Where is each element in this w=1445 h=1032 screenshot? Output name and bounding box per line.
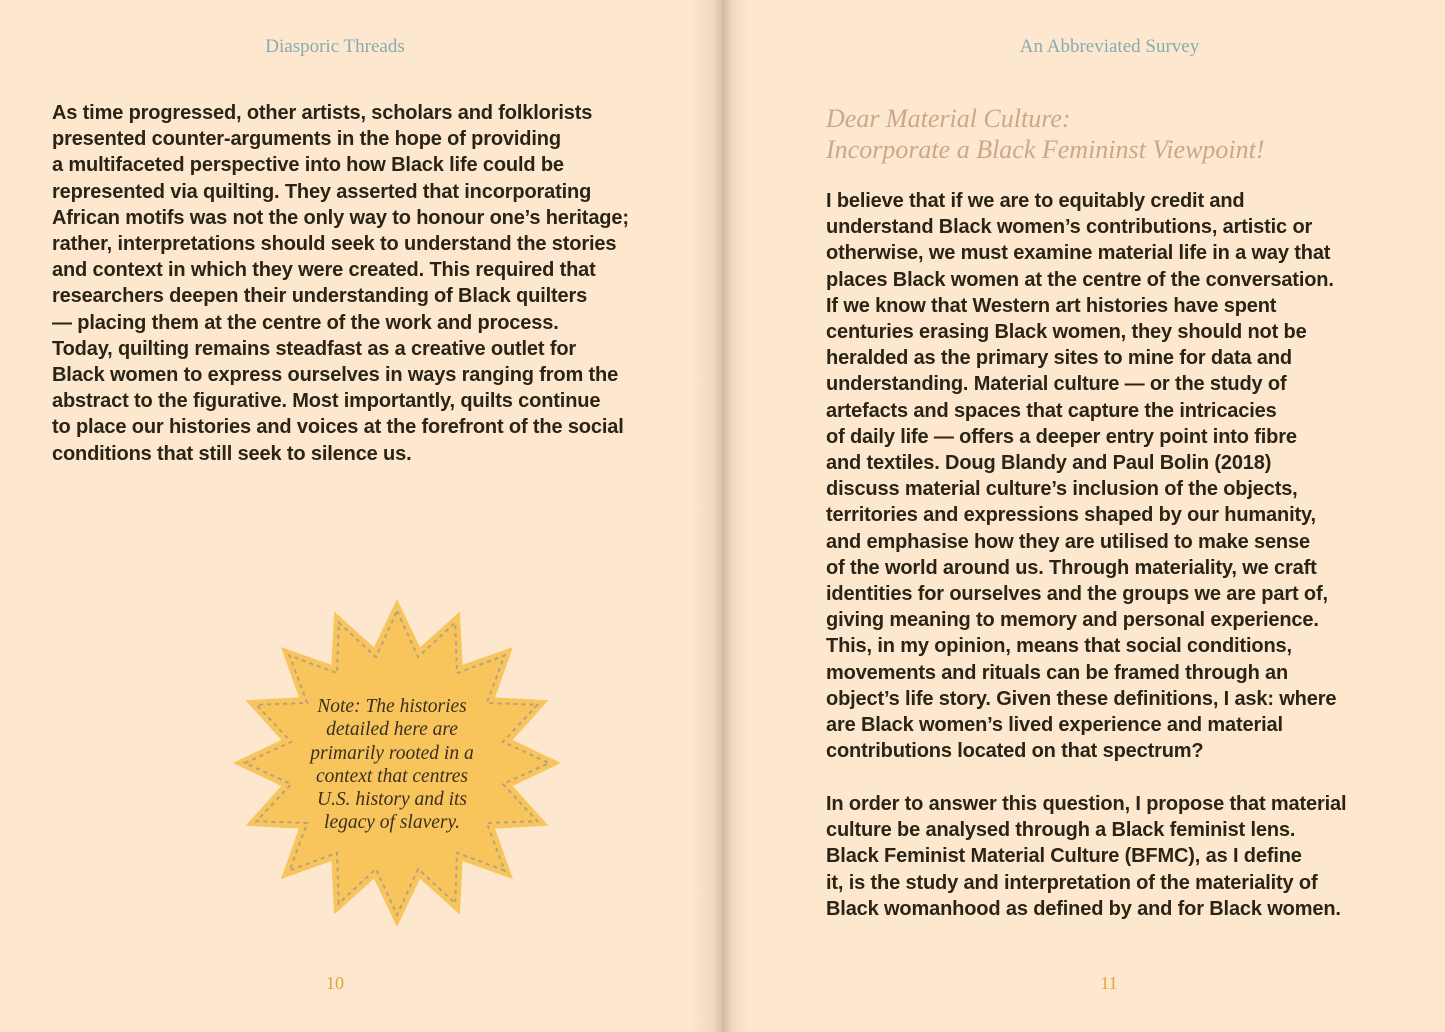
running-head-left: Diasporic Threads — [265, 36, 405, 57]
right-page — [722, 0, 1445, 1032]
page-number-right: 11 — [1100, 973, 1118, 993]
left-body-text: As time progressed, other artists, scholars and folklorists presented counter-arguments in the hope of providing a multifaceted perspective into how Black life could be represented via quilting. They asserted that incorporating African motifs was not the only way to honour one’s heritage; rather, interpretations should seek to understand the stories and context in which they were created. This required that researchers deepen their understanding of Black quilters — placing them at the centre of the work and process. Today, quilting remains steadfast as a creative outlet for Black women to express ourselves in ways ranging from the abstract to the figurative. Most importantly, quilts continue to place our histories and voices at the forefront of the social conditions that still seek to silence us. — [52, 102, 629, 465]
right-body-paragraph-1: I believe that if we are to equitably credit and understand Black women’s contributions, artistic or otherwise, we must examine material life in a way that places Black women at the centre of the conversation. If we know that Western art histories have spent centuries erasing Black women, they should not be heralded as the primary sites to mine for data and understanding. Material culture — or the study of artefacts and spaces that capture the intricacies of daily life — offers a deeper entry point into fibre and textiles. Doug Blandy and Paul Bolin (2018) discuss material culture’s inclusion of the objects, territories and expressions shaped by our humanity, and emphasise how they are utilised to make sense of the world around us. Through materiality, we craft identities for ourselves and the groups we are part of, giving meaning to memory and personal experience. This, in my opinion, means that social conditions, movements and rituals can be framed through an object’s life story. Given these definitions, I ask: where are Black women’s lived experience and material contributions located on that spectrum? — [826, 190, 1337, 763]
gutter-shadow-left — [690, 0, 722, 1032]
starburst-note: Note: The histories detailed here are primarily rooted in a context that centres U.S. history and its legacy of slavery. — [310, 696, 474, 834]
gutter-shadow-right — [722, 0, 748, 1032]
right-body-paragraph-2: In order to answer this question, I propose that material culture be analysed through a Black feminist lens. Black Feminist Material Culture (BFMC), as I define it, is the study and interpretation of the materiality of Black womanhood as defined by and for Black women. — [826, 793, 1347, 920]
left-page — [0, 0, 722, 1032]
section-heading: Dear Material Culture: Incorporate a Black Femininst Viewpoint! — [826, 104, 1265, 164]
running-head-right: An Abbreviated Survey — [1019, 36, 1200, 57]
page-number-left: 10 — [326, 973, 344, 993]
